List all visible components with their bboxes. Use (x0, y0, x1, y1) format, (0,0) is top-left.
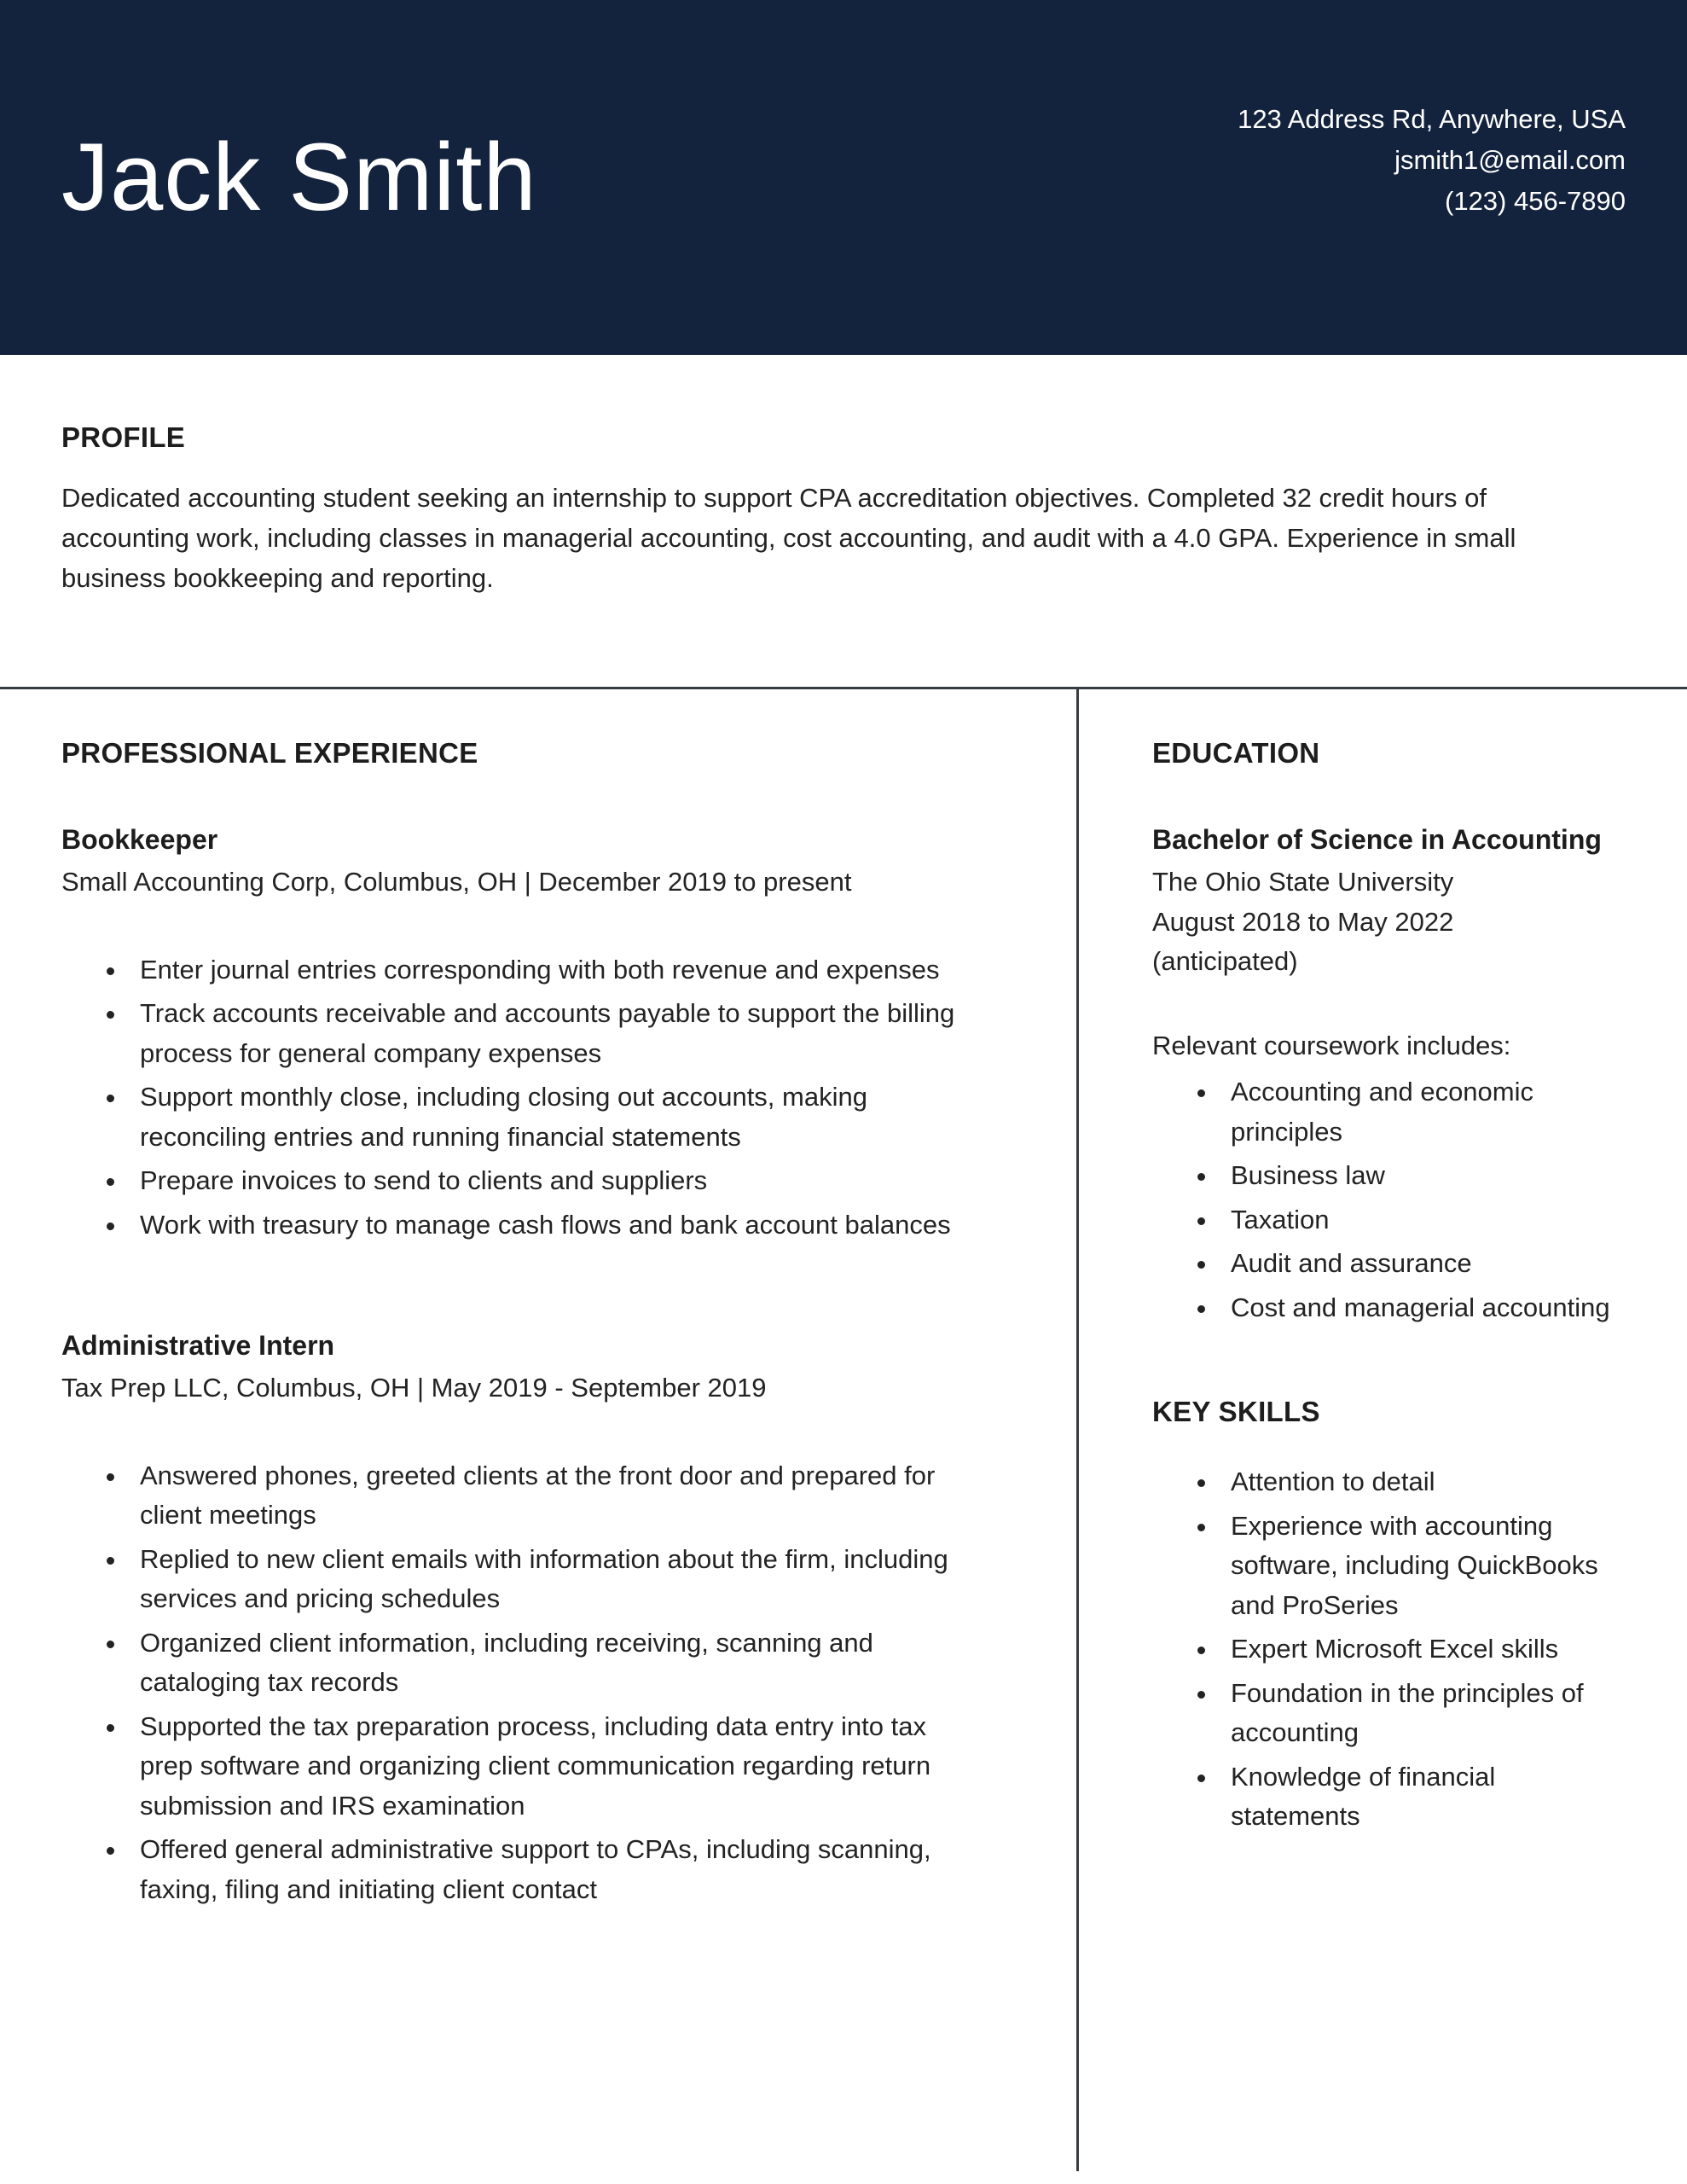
bullet-item: • Organized client information, including receiving, scanning and cataloging tax records (128, 1623, 957, 1703)
education-dates-note: (anticipated) (1152, 946, 1298, 977)
bullet-item: • Track accounts receivable and accounts payable to support the billing process for general company expenses (128, 994, 957, 1073)
skill-item: • Attention to detail (1219, 1462, 1626, 1502)
coursework-item: • Taxation (1219, 1200, 1626, 1240)
bullet-item: • Supported the tax preparation process, including data entry into tax prep software and organizing client communication regarding return submission and IRS examination (128, 1707, 957, 1827)
profile-section (0, 355, 1687, 598)
job-meta: Small Accounting Corp, Columbus, OH | December 2019 to present (61, 867, 852, 897)
coursework-item: • Business law (1219, 1156, 1626, 1196)
bullet-item: • Prepare invoices to send to clients and suppliers (128, 1161, 957, 1201)
contact-address: 123 Address Rd, Anywhere, USA (1238, 103, 1626, 134)
coursework-list (1152, 1072, 1626, 1327)
skill-item: • Expert Microsoft Excel skills (1219, 1629, 1626, 1670)
bullet-item: • Replied to new client emails with information about the firm, including services and pricing schedules (128, 1540, 957, 1619)
experience-column (61, 689, 1076, 2171)
bullet-item: • Offered general administrative support to CPAs, including scanning, faxing, filing and initiating client contact (128, 1830, 957, 1909)
degree-title: Bachelor of Science in Accounting (1152, 824, 1602, 856)
sidebar-column (1076, 689, 1626, 2171)
skill-item: • Experience with accounting software, including QuickBooks and ProSeries (1219, 1507, 1626, 1626)
bullet-item: • Work with treasury to manage cash flows and bank account balances (128, 1205, 957, 1246)
header (0, 0, 1687, 355)
job-bullets (61, 950, 957, 1246)
bullet-item: • Support monthly close, including closing out accounts, making reconciling entries and running financial statements (128, 1077, 957, 1157)
job-entry (61, 824, 957, 1245)
coursework-label: Relevant coursework includes: (1152, 1030, 1511, 1060)
education-entry (1152, 824, 1626, 1327)
skill-item: • Knowledge of financial statements (1219, 1757, 1626, 1837)
job-bullets (61, 1456, 957, 1910)
skills-heading: KEY SKILLS (1152, 1396, 1320, 1428)
contact-email: jsmith1@email.com (1394, 144, 1626, 175)
name-heading: Jack Smith (61, 124, 537, 231)
coursework-item: • Audit and assurance (1219, 1244, 1626, 1284)
skill-item: • Foundation in the principles of accounting (1219, 1674, 1626, 1753)
contact-info (1238, 99, 1626, 222)
education-dates: August 2018 to May 2022 (1152, 906, 1454, 937)
job-title: Administrative Intern (61, 1330, 335, 1362)
bullet-item: • Enter journal entries corresponding with both revenue and expenses (128, 950, 957, 990)
job-meta: Tax Prep LLC, Columbus, OH | May 2019 - September 2019 (61, 1373, 767, 1403)
coursework-item: • Cost and managerial accounting (1219, 1288, 1626, 1328)
job-entry (61, 1330, 957, 1909)
bullet-item: • Answered phones, greeted clients at the front door and prepared for client meetings (128, 1456, 957, 1536)
contact-phone: (123) 456-7890 (1445, 186, 1626, 217)
school-name: The Ohio State University (1152, 867, 1454, 897)
profile-text: Dedicated accounting student seeking an internship to support CPA accreditation objectives. Completed 32 credit hours of accounting work, including classes in managerial accounting, cost accounting, and audit with a 4.0 GPA. Experience in small business bookkeeping and reporting. (61, 483, 1516, 594)
profile-heading: PROFILE (61, 421, 186, 453)
experience-heading: PROFESSIONAL EXPERIENCE (61, 737, 478, 770)
content-columns (0, 689, 1687, 2171)
education-heading: EDUCATION (1152, 737, 1320, 770)
skills-list (1152, 1462, 1626, 1837)
job-title: Bookkeeper (61, 824, 218, 856)
coursework-item: • Accounting and economic principles (1219, 1072, 1626, 1152)
